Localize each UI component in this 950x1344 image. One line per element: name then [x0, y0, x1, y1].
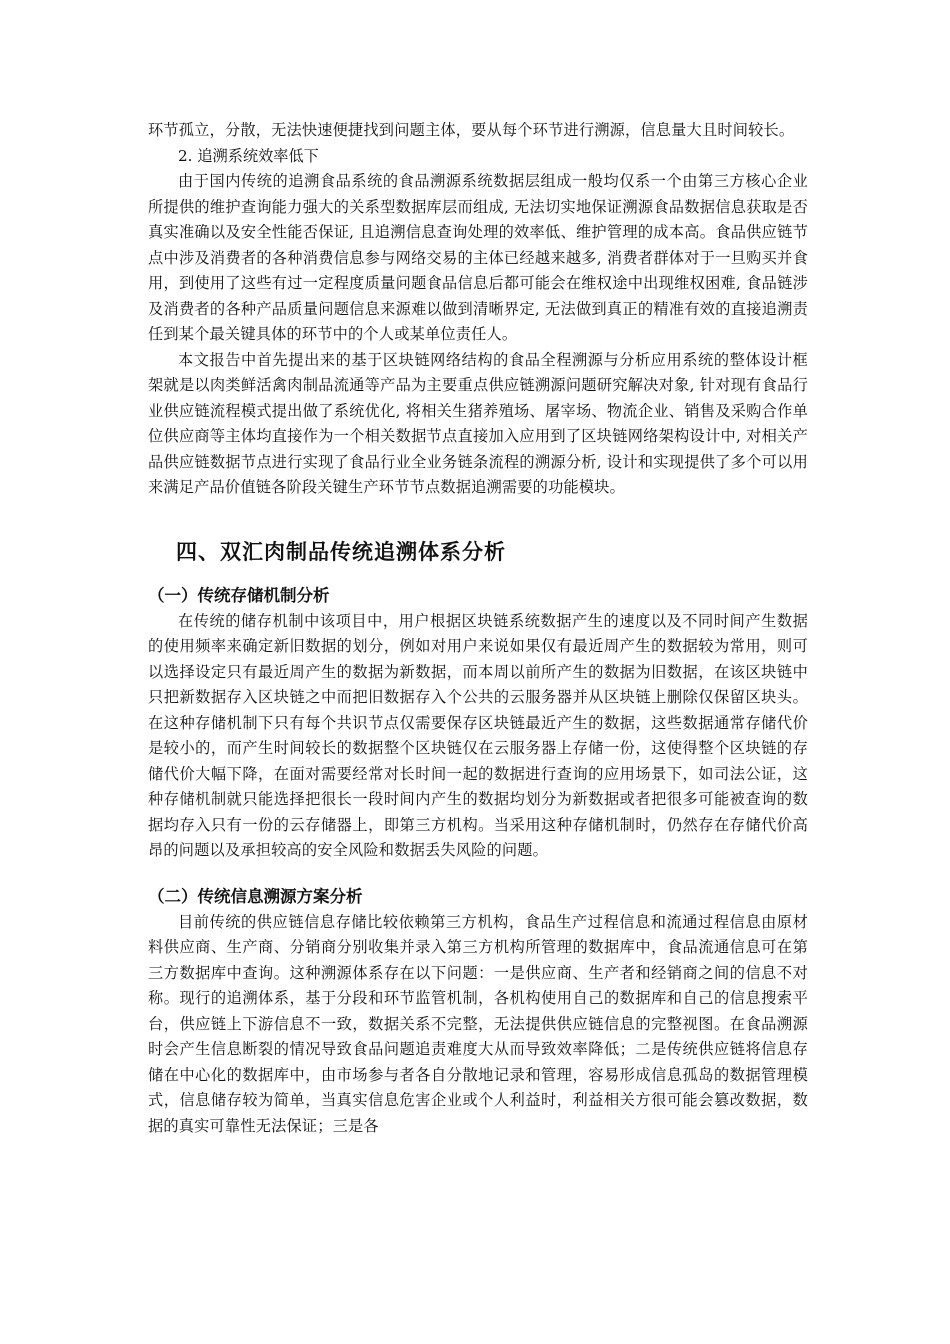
subsection-heading-storage: （一）传统存储机制分析 — [148, 585, 330, 605]
subsection-heading-traceability: （二）传统信息溯源方案分析 — [148, 886, 363, 906]
paragraph-traceability: 目前传统的供应链信息存储比较依赖第三方机构，食品生产过程信息和流通过程信息由原材料供应商、生产商、分销商分别收集并录入第三方机构所管理的数据库中，食品流通信息可在第三方数据库中查询。这种溯源体系存在以下问题：一是供应商、生产者和经销商之间的信息不对称。现行的追溯体系，基于分段和环节监管机制，各机构使用自己的数据库和自己的信息搜索平台，供应链上下游信息不一致，数据关系不完整，无法提供供应链信息的完整视图。在食品溯源时会产生信息断裂的情况导致食品问题追责难度大从而导致效率降低；二是传统供应链将信息存储在中心化的数据库中，由市场参与者各自分散地记录和管理，容易形成信息孤岛的数据管理模式，信息储存较为简单，当真实信息危害企业或个人利益时，利益相关方很可能会篡改数据，数据的真实可靠性无法保证；三是各 — [148, 912, 808, 1135]
paragraph-storage: 在传统的储存机制中该项目中，用户根据区块链系统数据产生的速度以及不同时间产生数据的使用频率来确定新旧数据的划分，例如对用户来说如果仅有最近周产生的数据较为常用，则可以选择设定只有最近周产生的数据为新数据，而本周以前所产生的数据为旧数据，在该区块链中只把新数据存入区块链之中而把旧数据存入个公共的云服务器并从区块链上删除仅保留区块头。在这种存储机制下只有每个共识节点仅需要保存区块链最近产生的数据，这些数据通常存储代价是较小的，而产生时间较长的数据整个区块链仅在云服务器上存储一份，这使得整个区块链的存储代价大幅下降，在面对需要经常对长时间一起的数据进行查询的应用场景下，如司法公证，这种存储机制就只能选择把很长一段时间内产生的数据均划分为新数据或者把很多可能被查询的数据均存入只有一份的云存储器上，即第三方机构。当采用这种存储机制时，仍然存在存储代价高昂的问题以及承担较高的安全风险和数据丢失风险的问题。 — [148, 611, 808, 859]
paragraph-efficiency: 由于国内传统的追溯食品系统的食品溯源系统数据层组成一般均仅系一个由第三方核心企业所提供的维护查询能力强大的关系型数据库层而组成, 无法切实地保证溯源食品数据信息获取是否真实准确以及安全性能否保证, 且追溯信息查询处理的效率低、维护管理的成本高。食品供应链节点中涉及消费者的各种消费信息参与网络交易的主体已经越来越多, 消费者群体对于一旦购买并食用，到使用了这些有过一定程度质量问题食品信息后都可能会在维权途中出现维权困难, 食品链涉及消费者的各种产品质量问题信息来源难以做到清晰界定, 无法做到真正的精准有效的直接追溯责任到某个最关键具体的环节中的个人或某单位责任人。 — [148, 172, 808, 343]
numbered-subheading: 2. 追溯系统效率低下 — [178, 146, 319, 165]
section-heading: 四、双汇肉制品传统追溯体系分析 — [176, 539, 506, 564]
document-body — [148, 118, 808, 1139]
paragraph-system-design: 本文报告中首先提出来的基于区块链网络结构的食品全程溯源与分析应用系统的整体设计框架就是以肉类鲜活禽肉制品流通等产品为主要重点供应链溯源问题研究解决对象, 针对现有食品行业供应链流程模式提出做了系统优化, 将相关生猪养殖场、屠宰场、物流企业、销售及采购合作单位供应商等主体均直接作为一个相关数据节点直接加入应用到了区块链网络架构设计中, 对相关产品供应链数据节点进行实现了食品行业全业务链条流程的溯源分析, 设计和实现提供了多个可以用来满足产品价值链各阶段关键生产环节节点数据追溯需要的功能模块。 — [148, 350, 808, 496]
paragraph-continuation: 环节孤立，分散，无法快速便捷找到问题主体，要从每个环节进行溯源，信息量大且时间较长。 — [148, 121, 795, 139]
